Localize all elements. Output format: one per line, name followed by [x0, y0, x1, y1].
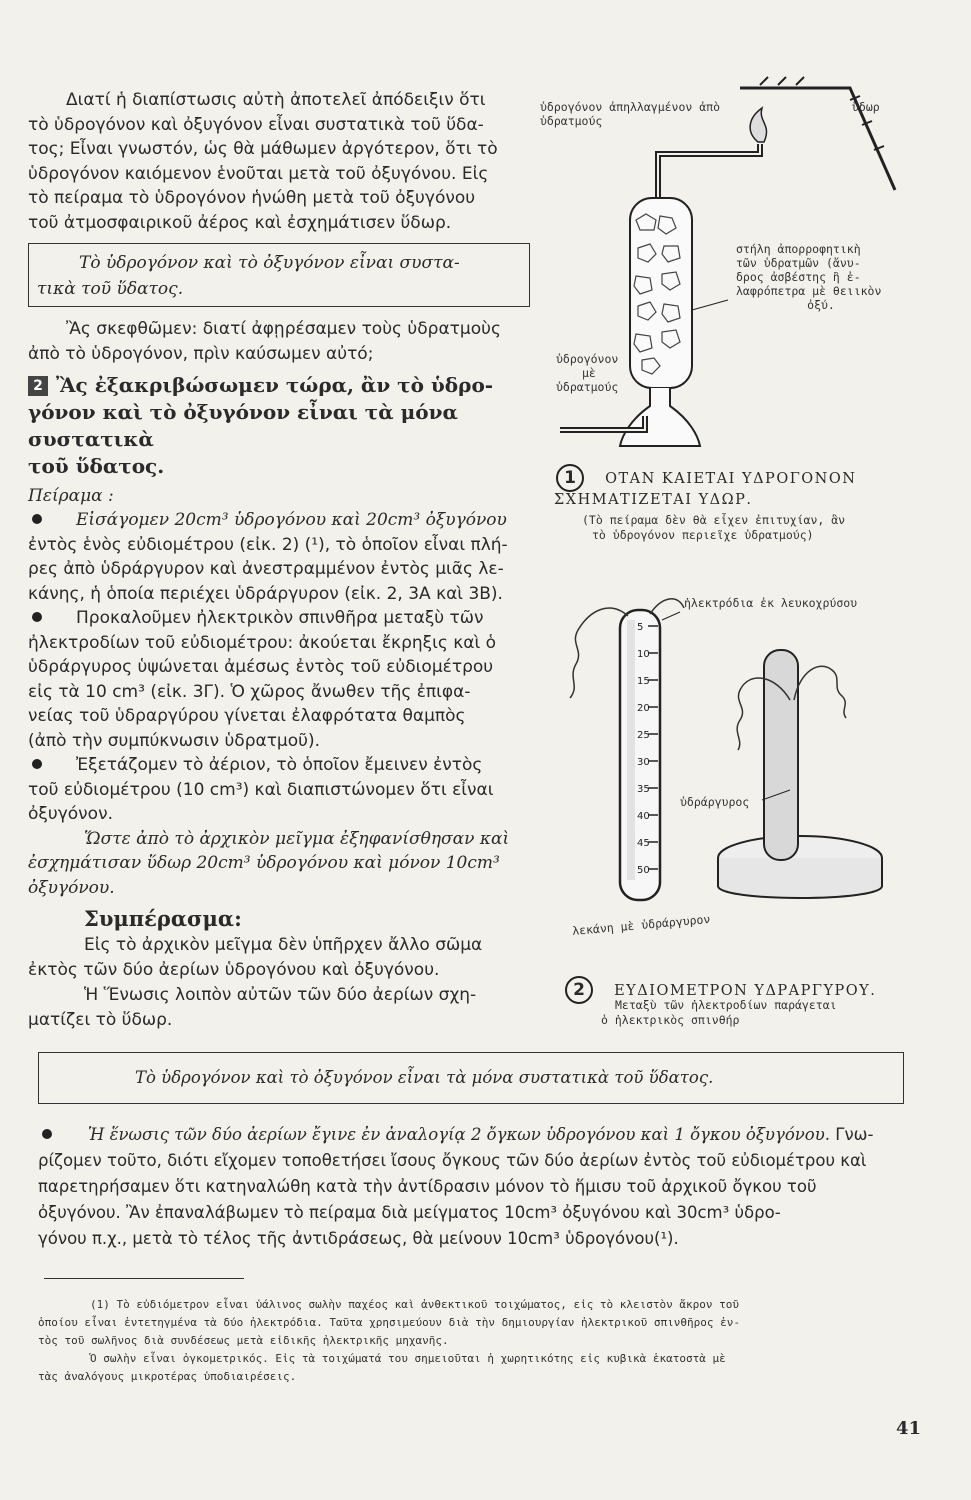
section-heading-line: τοῦ ὕδατος. — [28, 454, 165, 478]
intro-line: Διατί ἡ διαπίστωσις αὐτὴ ἀποτελεῖ ἀπόδειξιν ὅτι — [66, 90, 486, 110]
annotation-mercury: ὑδράργυρος — [680, 795, 750, 809]
step-line: ὀξυγόνον. — [28, 804, 113, 824]
intro-first-line-wrap — [28, 88, 530, 113]
intro-line: τὸ ὑδρογόνον καὶ ὀξυγόνον εἶναι συστατικὰ τοῦ ὕδα- — [28, 114, 484, 135]
bullet-icon — [32, 612, 42, 622]
bullet-icon — [32, 759, 42, 769]
figure-1-caption — [556, 464, 916, 543]
figure-2-number: 2 — [565, 976, 593, 1004]
footnote-line: τὸς τοῦ σωλῆνος διὰ συνδέσεως μετὰ εἰδικῆς ἠλεκτρικῆς μηχανῆς. — [38, 1334, 449, 1347]
figure-1-number: 1 — [556, 464, 584, 492]
scale-label: 25 — [637, 730, 650, 741]
section-heading-line: Ἂς ἐξακριβώσωμεν τώρα, ἂν τὸ ὑδρο- — [56, 373, 494, 397]
step-line: (ἀπὸ τὴν συμπύκνωσιν ὑδρατμοῦ). — [28, 730, 321, 751]
intro-line: τος; Εἶναι γνωστόν, ὡς θὰ μάθωμεν ἀργότερον, ὅτι τὸ — [28, 139, 498, 159]
conclusion-line: ἐκτὸς τῶν δύο ἀερίων ὑδρογόνου καὶ ὀξυγόνου. — [28, 960, 440, 980]
question-line: Ἂς σκεφθῶμεν: διατί ἀφῃρέσαμεν τοὺς ὑδρατμοὺς — [66, 319, 501, 339]
footnote-line: (1) Τὸ εὐδιόμετρον εἶναι ὑάλινος σωλὴν παχέος καὶ ἀνθεκτικοῦ τοιχώματος, εἰς τὸ κλειστὸν ἄκρον τοῦ — [90, 1298, 740, 1311]
outlet-tube — [658, 144, 760, 200]
annotation-hydrogen-vapour: ὑδρογόνον μὲ ὑδρατμούς — [556, 352, 619, 394]
step-line: εἰς τὰ 10 cm³ (εἰκ. 3Γ). Ὁ χῶρος ἄνωθεν τῆς ἐπιφα- — [28, 681, 471, 702]
annotation-electrodes: ἠλεκτρόδια ἐκ λευκοχρύσου — [684, 596, 858, 610]
footnote-line: τὰς ἀναλόγους μικροτέρας ὑποδιαιρέσεις. — [38, 1370, 297, 1383]
basin-body — [718, 858, 882, 898]
definition-box-line: τικὰ τοῦ ὕδατος. — [37, 279, 184, 299]
conclusion-heading: Συμπέρασμα: — [84, 906, 242, 931]
step-line: ρες ἀπὸ ὑδράργυρον καὶ ἀνεστραμμένον ἐντὸς μιᾶς λε- — [28, 559, 504, 579]
figure-1-note: (Τὸ πείραμα δὲν θὰ εἶχεν ἐπιτυχίαν, ἂν — [582, 513, 846, 527]
step-line: Εἰσάγομεν 20cm³ ὑδρογόνου καὶ 20cm³ ὀξυγόνου — [28, 508, 530, 533]
page-number: 41 — [896, 1418, 922, 1439]
scale-label: 15 — [637, 676, 650, 687]
figure-2-eudiometer — [550, 590, 930, 930]
scale-label: 35 — [637, 784, 650, 795]
footnote-rule — [44, 1278, 244, 1279]
annotation-hydrogen-freed: ὑδρογόνον ἀπηλλαγμένον ἀπὸ ὑδρατμούς — [540, 100, 721, 128]
scale-label: 40 — [637, 811, 650, 822]
intro-line: τοῦ ἀτμοσφαιρικοῦ ἀέρος καὶ ἐσχημάτισεν ὕδωρ. — [28, 212, 452, 233]
step-line: ὑδράργυρος ὑψώνεται ἀμέσως ἐντὸς τοῦ εὐδιομέτρου — [28, 657, 494, 677]
conclusion-line: ματίζει τὸ ὕδωρ. — [28, 1010, 173, 1030]
definition-box — [28, 243, 530, 307]
section-number-badge: 2 — [28, 376, 48, 396]
mercury-column — [764, 650, 798, 860]
conclusion-line: Ἡ Ἕνωσις λοιπὸν αὐτῶν τῶν δύο ἀερίων σχη- — [84, 985, 477, 1005]
column-base — [620, 388, 700, 446]
result-line: ἐσχημάτισαν ὕδωρ 20cm³ ὑδρογόνου καὶ μόνον 10cm³ — [28, 853, 500, 873]
step-line: Προκαλοῦμεν ἠλεκτρικὸν σπινθῆρα μεταξὺ τῶν — [28, 606, 530, 631]
scale-label: 30 — [637, 757, 650, 768]
experiment-label: Πείραμα : — [28, 486, 114, 506]
figure-1-caption-line: ΣΧΗΜΑΤΙΖΕΤΑΙ ΥΔΩΡ. — [554, 492, 753, 508]
definition-box-line: Τὸ ὑδρογόνον καὶ τὸ ὀξυγόνον εἶναι συστα- — [79, 253, 460, 273]
step-line: νείας τοῦ ὑδραργύρου γίνεται ἐλαφρότατα θαμπὸς — [28, 706, 466, 726]
footnote-line: Ὁ σωλὴν εἶναι ὀγκομετρικός. Εἰς τὰ τοιχώματά του σημειοῦται ἡ χωρητικότης εἰς κυβικὰ ἑκατοστὰ μὲ — [90, 1352, 726, 1365]
figure-1-note: τὸ ὑδρογόνον περιεῖχε ὑδρατμούς) — [592, 528, 814, 542]
figure-2-caption — [565, 976, 925, 1028]
bottom-line: Ἡ ἕνωσις τῶν δύο ἀερίων ἔγινε ἐν ἀναλογίᾳ 2 ὄγκων ὑδρογόνου καὶ 1 ὄγκου ὀξυγόνου. Γνω- — [38, 1122, 910, 1148]
step-line: ἠλεκτροδίων τοῦ εὐδιομέτρου: ἀκούεται ἔκρηξις καὶ ὁ — [28, 632, 497, 653]
left-column — [28, 88, 530, 1033]
bottom-line: ρίζομεν τοῦτο, διότι εἴχομεν τοποθετήσει ἴσους ὄγκους τῶν δύο ἀερίων ἐντὸς τοῦ εὐδιομέτρου καὶ — [38, 1151, 867, 1170]
intro-line: ὑδρογόνον καιόμενον ἑνοῦται μετὰ τοῦ ὀξυγόνου. Εἰς — [28, 163, 489, 184]
scale-label: 45 — [637, 838, 650, 849]
annotation-water: ὕδωρ — [852, 100, 880, 114]
footnote-line: ὁποίου εἶναι ἐντετηγμένα τὰ δύο ἠλεκτρόδια. Ταῦτα χρησιμεύουν διὰ τὴν δημιουργίαν ἠλεκτρικοῦ σπινθῆρος ἐν- — [38, 1316, 740, 1329]
summary-box: Τὸ ὑδρογόνον καὶ τὸ ὀξυγόνον εἶναι τὰ μόνα συστατικὰ τοῦ ὕδατος. — [38, 1052, 904, 1104]
annotation-basin: λεκάνη μὲ ὑδράργυρον — [571, 911, 711, 939]
section-heading — [28, 372, 530, 480]
step-line: κάνης, ἡ ὁποία περιέχει ὑδράργυρον (εἰκ. 2, 3Α καὶ 3Β). — [28, 583, 503, 604]
bottom-line: παρετηρήσαμεν ὅτι κατηναλώθη κατὰ τὴν ἀντίδρασιν μόνον τὸ ἥμισυ τοῦ ἀρχικοῦ ὄγκου τοῦ — [38, 1177, 817, 1196]
electrodes-pointer — [662, 612, 680, 620]
tube-highlight — [627, 620, 635, 880]
question-line: ἀπὸ τὸ ὑδρογόνον, πρὶν καύσωμεν αὐτό; — [28, 343, 374, 364]
electrode-wire-right — [650, 599, 684, 614]
scale-label: 5 — [637, 622, 644, 633]
conclusion-line: Εἰς τὸ ἀρχικὸν μεῖγμα δὲν ὑπῆρχεν ἄλλο σῶμα — [84, 935, 483, 955]
bullet-icon — [32, 514, 42, 524]
figure-2-note: ὁ ἠλεκτρικὸς σπινθήρ — [601, 1013, 740, 1027]
figure-2-caption-line: ΕΥΔΙΟΜΕΤΡΟΝ ΥΔΡΑΡΓΥΡΟΥ. — [614, 982, 877, 999]
column-pointer — [692, 300, 728, 310]
step-line: Ἐξετάζομεν τὸ ἀέριον, τὸ ὁποῖον ἔμεινεν ἐντὸς — [28, 753, 530, 778]
figure-1-caption-line: ΟΤΑΝ ΚΑΙΕΤΑΙ ΥΔΡΟΓΟΝΟΝ — [605, 470, 857, 487]
section-heading-line: γόνον καὶ τὸ ὀξυγόνον εἶναι τὰ μόνα συστατικὰ — [28, 400, 458, 451]
footnotes — [38, 1296, 918, 1386]
bullet-icon — [42, 1129, 52, 1139]
scale-label: 10 — [637, 649, 650, 660]
bottom-paragraph — [38, 1122, 910, 1252]
bottom-line: ὀξυγόνου. Ἂν ἐπαναλάβωμεν τὸ πείραμα διὰ μείγματος 10cm³ ὀξυγόνου καὶ 30cm³ ὑδρο- — [38, 1203, 781, 1222]
scale-label: 50 — [637, 865, 650, 876]
bottom-line: γόνου π.χ., μετὰ τὸ τέλος τῆς ἀντιδράσεως, θὰ μείνουν 10cm³ ὑδρογόνου(¹). — [38, 1229, 679, 1248]
basin-wire-right — [794, 666, 846, 718]
step-line: τοῦ εὐδιομέτρου (10 cm³) καὶ διαπιστώνομεν ὅτι εἶναι — [28, 779, 494, 800]
intro-line: τὸ πείραμα τὸ ὑδρογόνον ἡνώθη μετὰ τοῦ ὀξυγόνου — [28, 188, 476, 208]
result-line: Ὥστε ἀπὸ τὸ ἀρχικὸν μεῖγμα ἐξηφανίσθησαν καὶ — [84, 828, 510, 849]
result-line: ὀξυγόνου. — [28, 877, 115, 898]
annotation-column: στήλη ἀπορροφητικὴ τῶν ὑδρατμῶν (ἄνυ- δρος ἀσβέστης ἢ ἐ- λαφρόπετρα μὲ θειικὸν ὀξύ. — [736, 242, 882, 312]
scale-label: 20 — [637, 703, 650, 714]
step-line: ἐντὸς ἑνὸς εὐδιομέτρου (εἰκ. 2) (¹), τὸ ὁποῖον εἶναι πλή- — [28, 534, 508, 555]
figure-2-note: Μεταξὺ τῶν ἠλεκτροδίων παράγεται — [615, 998, 837, 1012]
